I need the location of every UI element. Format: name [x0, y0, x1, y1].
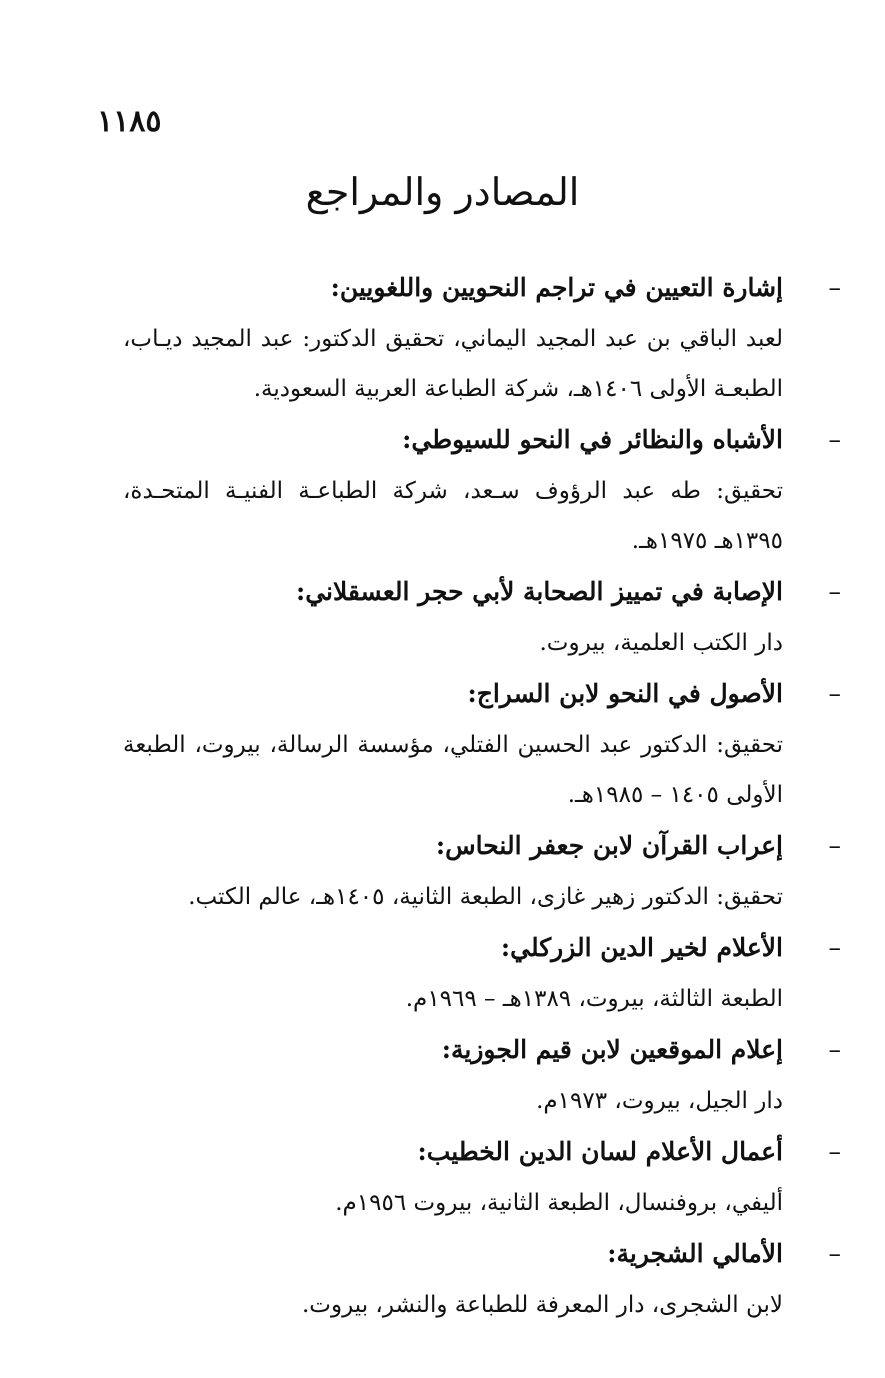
reference-title: أعمال الأعلام لسان الدين الخطيب: — [417, 1137, 783, 1166]
list-dash: – — [828, 933, 841, 962]
reference-details: الطبعة الثالثة، بيروت، ١٣٨٩هـ – ١٩٦٩م. — [405, 986, 783, 1012]
reference-details: دار الكتب العلمية، بيروت. — [539, 630, 783, 656]
reference-details: لابن الشجرى، دار المعرفة للطباعة والنشر، بيروت. — [302, 1292, 783, 1318]
reference-title: إشارة التعيين في تراجم النحويين واللغويين: — [330, 273, 783, 302]
list-dash: – — [828, 1239, 841, 1268]
list-dash: – — [828, 1137, 841, 1166]
list-dash: – — [828, 577, 841, 606]
reference-entry — [123, 1126, 841, 1228]
reference-details: لعبد الباقي بن عبد المجيد اليماني، تحقيق الدكتور: عبد المجيد ديـاب، الطبعـة الأولى ١٤٠٦هـ، شركة الطباعة العربية السعودية. — [123, 326, 783, 402]
reference-details: تحقيق: طه عبد الرؤوف سـعد، شركة الطباعـة الفنيـة المتحـدة، ١٣٩٥هـ ١٩٧٥هـ. — [123, 478, 783, 554]
reference-title: الأعلام لخير الدين الزركلي: — [500, 933, 783, 962]
reference-title: الأشباه والنظائر في النحو للسيوطي: — [402, 425, 783, 454]
reference-title: الأصول في النحو لابن السراج: — [467, 679, 783, 708]
reference-entry — [123, 922, 841, 1024]
page-title: المصادر والمراجع — [305, 170, 580, 214]
list-dash: – — [828, 679, 841, 708]
reference-details: تحقيق: الدكتور عبد الحسين الفتلي، مؤسسة الرسالة، بيروت، الطبعة الأولى ١٤٠٥ – ١٩٨٥هـ. — [123, 732, 783, 808]
reference-title: الأمالي الشجرية: — [607, 1239, 783, 1268]
list-dash: – — [828, 425, 841, 454]
reference-details: دار الجيل، بيروت، ١٩٧٣م. — [536, 1088, 783, 1114]
reference-entry — [123, 414, 841, 566]
list-dash: – — [828, 1035, 841, 1064]
page-number: ١١٨٥ — [97, 104, 162, 139]
reference-entry — [123, 262, 841, 414]
reference-entry — [123, 566, 841, 668]
reference-details: أليفي، بروفنسال، الطبعة الثانية، بيروت ١٩٥٦م. — [335, 1190, 783, 1216]
list-dash: – — [828, 831, 841, 860]
reference-details: تحقيق: الدكتور زهير غازى، الطبعة الثانية، ١٤٠٥هـ، عالم الكتب. — [188, 884, 783, 910]
reference-title: الإصابة في تمييز الصحابة لأبي حجر العسقلاني: — [295, 577, 783, 606]
reference-entry — [123, 820, 841, 922]
references-list — [123, 262, 841, 1330]
reference-entry — [123, 1024, 841, 1126]
reference-title: إعراب القرآن لابن جعفر النحاس: — [435, 831, 783, 860]
list-dash: – — [828, 273, 841, 302]
reference-title: إعلام الموقعين لابن قيم الجوزية: — [441, 1035, 783, 1064]
reference-entry — [123, 668, 841, 820]
reference-entry — [123, 1228, 841, 1330]
